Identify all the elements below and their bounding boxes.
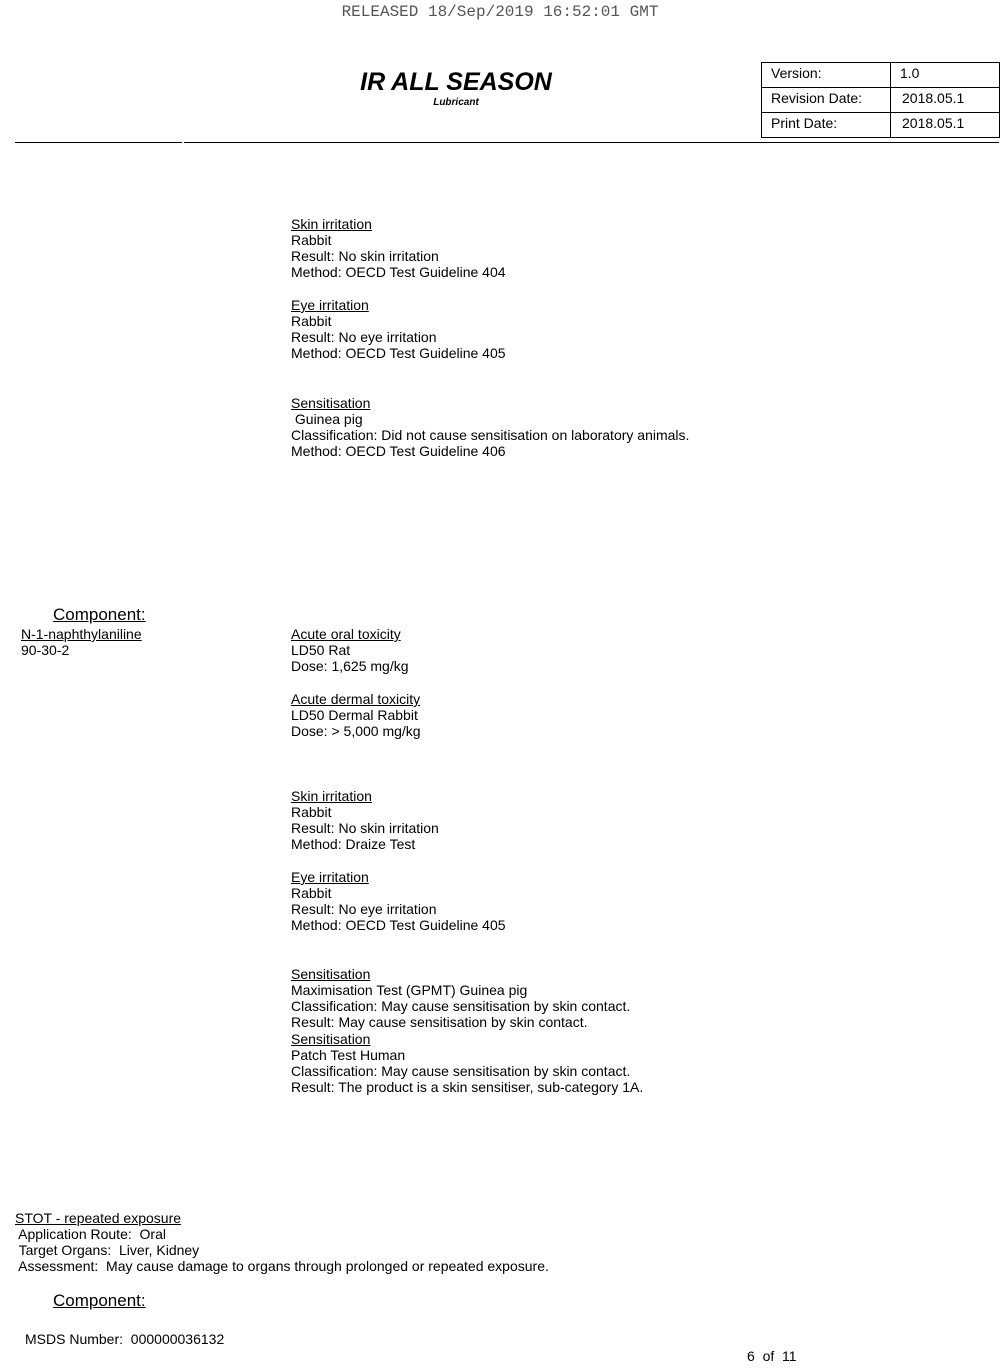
section-heading: Sensitisation <box>291 1031 371 1047</box>
section-line: Method: OECD Test Guideline 405 <box>291 917 506 933</box>
toxicology-section <box>291 691 421 739</box>
toxicology-section <box>291 966 630 1030</box>
stot-heading: STOT - repeated exposure <box>15 1210 182 1226</box>
section-heading: Skin irritation <box>291 788 372 804</box>
component-label: Component: <box>53 1291 146 1310</box>
section-line: Classification: May cause sensitisation by skin contact. <box>291 998 631 1014</box>
toxicology-section <box>291 1031 643 1095</box>
section-heading: Sensitisation <box>291 395 371 411</box>
section-line: Result: May cause sensitisation by skin contact. <box>291 1014 588 1030</box>
product-title: IR ALL SEASON <box>360 68 552 96</box>
section-line: Patch Test Human <box>291 1047 406 1063</box>
section-line: Maximisation Test (GPMT) Guinea pig <box>291 982 528 998</box>
document-meta-table <box>761 62 1000 138</box>
meta-row-revision-date <box>762 88 1000 113</box>
component-name: N-1-naphthylaniline <box>21 626 142 642</box>
component-label: Component: <box>53 605 146 624</box>
section-heading: Skin irritation <box>291 216 372 232</box>
toxicology-section <box>291 626 409 674</box>
section-line: LD50 Dermal Rabbit <box>291 707 418 723</box>
toxicology-section <box>291 216 506 280</box>
section-line: Result: No skin irritation <box>291 820 439 836</box>
section-line: Method: Draize Test <box>291 836 416 852</box>
section-heading: Acute oral toxicity <box>291 626 401 642</box>
section-heading: Sensitisation <box>291 966 371 982</box>
section-line: Classification: May cause sensitisation by skin contact. <box>291 1063 631 1079</box>
section-line: Rabbit <box>291 232 332 248</box>
section-heading: Eye irritation <box>291 297 369 313</box>
section-line: Dose: > 5,000 mg/kg <box>291 723 421 739</box>
section-line: Method: OECD Test Guideline 406 <box>291 443 506 459</box>
header-divider <box>15 142 182 143</box>
section-line: Guinea pig <box>291 411 363 427</box>
meta-label: Revision Date: <box>762 88 891 113</box>
section-line: Result: No skin irritation <box>291 248 439 264</box>
toxicology-section <box>291 395 689 459</box>
section-heading: Eye irritation <box>291 869 369 885</box>
section-line: Rabbit <box>291 804 332 820</box>
meta-value: 2018.05.1 <box>891 113 1000 138</box>
section-line: Method: OECD Test Guideline 404 <box>291 264 506 280</box>
section-line: Result: No eye irritation <box>291 901 437 917</box>
section-heading: Acute dermal toxicity <box>291 691 421 707</box>
release-stamp: RELEASED 18/Sep/2019 16:52:01 GMT <box>341 3 659 21</box>
msds-number: MSDS Number: 000000036132 <box>25 1331 225 1347</box>
toxicology-section <box>291 869 506 933</box>
section-line: Dose: 1,625 mg/kg <box>291 658 409 674</box>
section-line: Method: OECD Test Guideline 405 <box>291 345 506 361</box>
meta-value: 2018.05.1 <box>891 88 1000 113</box>
stot-section <box>15 1210 549 1274</box>
stot-line: Application Route: Oral <box>15 1226 166 1242</box>
meta-row-print-date <box>762 113 1000 138</box>
section-line: Result: No eye irritation <box>291 329 437 345</box>
header-divider <box>184 142 999 143</box>
meta-row-version <box>762 63 1000 88</box>
section-line: LD50 Rat <box>291 642 351 658</box>
meta-label: Print Date: <box>762 113 891 138</box>
section-line: Classification: Did not cause sensitisation on laboratory animals. <box>291 427 690 443</box>
section-line: Result: The product is a skin sensitiser, sub-category 1A. <box>291 1079 644 1095</box>
section-line: Rabbit <box>291 885 332 901</box>
section-line: Rabbit <box>291 313 332 329</box>
component-cas-number: 90-30-2 <box>21 642 70 658</box>
stot-line: Assessment: May cause damage to organs through prolonged or repeated exposure. <box>15 1258 549 1274</box>
stot-line: Target Organs: Liver, Kidney <box>15 1242 200 1258</box>
page-number: 6 of 11 <box>747 1348 797 1364</box>
toxicology-section <box>291 297 506 361</box>
meta-label: Version: <box>762 63 891 88</box>
toxicology-section <box>291 788 439 852</box>
product-subtitle: Lubricant <box>433 97 479 108</box>
meta-value: 1.0 <box>891 63 1000 88</box>
